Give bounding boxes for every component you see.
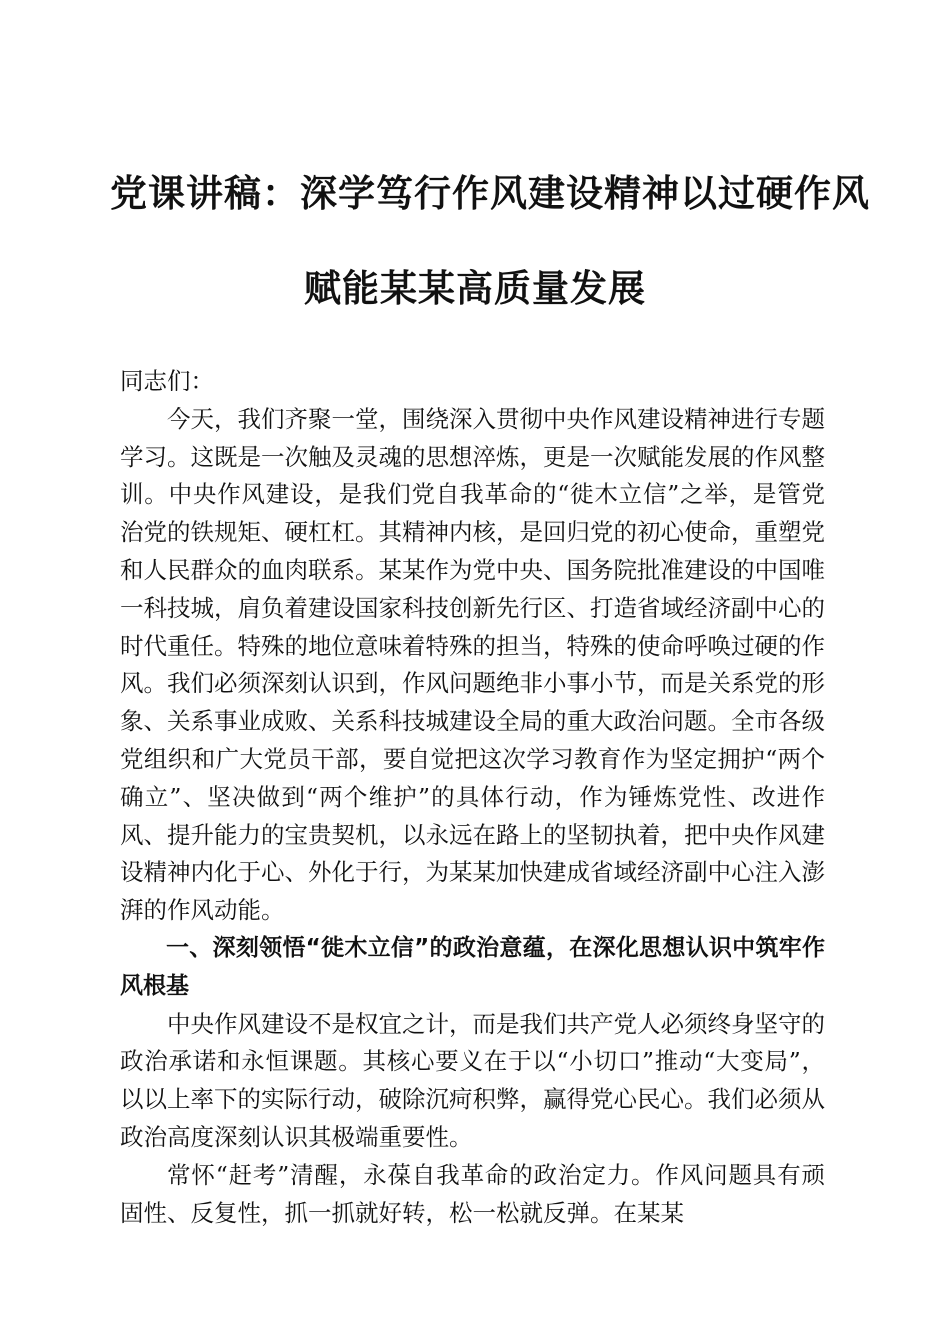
document-title-line-1: 党课讲稿：深学笃行作风建设精神以过硬作风	[110, 172, 870, 215]
document-body	[120, 363, 825, 1232]
intro-paragraph: 今天，我们齐聚一堂，围绕深入贯彻中央作风建设精神进行专题学习。这既是一次触及灵魂的思想淬炼，更是一次赋能发展的作风整训。中央作风建设，是我们党自我革命的“徙木立信”之举，是管党治党的铁规矩、硬杠杠。其精神内核，是回归党的初心使命，重塑党和人民群众的血肉联系。某某作为党中央、国务院批准建设的中国唯一科技城，肩负着建设国家科技创新先行区、打造省域经济副中心的时代重任。特殊的地位意味着特殊的担当，特殊的使命呼唤过硬的作风。我们必须深刻认识到，作风问题绝非小事小节，而是关系党的形象、关系事业成败、关系科技城建设全局的重大政治问题。全市各级党组织和广大党员干部，要自觉把这次学习教育作为坚定拥护“两个确立”、坚决做到“两个维护”的具体行动，作为锤炼党性、改进作风、提升能力的宝贵契机，以永远在路上的坚韧执着，把中央作风建设精神内化于心、外化于行，为某某加快建成省域经济副中心注入澎湃的作风动能。	[120, 404, 825, 925]
section-1-paragraph-1: 中央作风建设不是权宜之计，而是我们共产党人必须终身坚守的政治承诺和永恒课题。其核心要义在于以“小切口”推动“大变局”，以以上率下的实际行动，破除沉疴积弊，赢得党心民心。我们必须从政治高度深刻认识其极端重要性。	[120, 1009, 825, 1151]
section-1-paragraph-2: 常怀“赶考”清醒，永葆自我革命的政治定力。作风问题具有顽固性、反复性，抓一抓就好转，松一松就反弹。在某某	[120, 1160, 825, 1227]
salutation: 同志们：	[120, 367, 214, 395]
document-title-line-2: 赋能某某高质量发展	[304, 267, 646, 310]
section-1-heading: 一、深刻领悟“徙木立信”的政治意蕴，在深化思想认识中筑牢作风根基	[120, 934, 825, 999]
